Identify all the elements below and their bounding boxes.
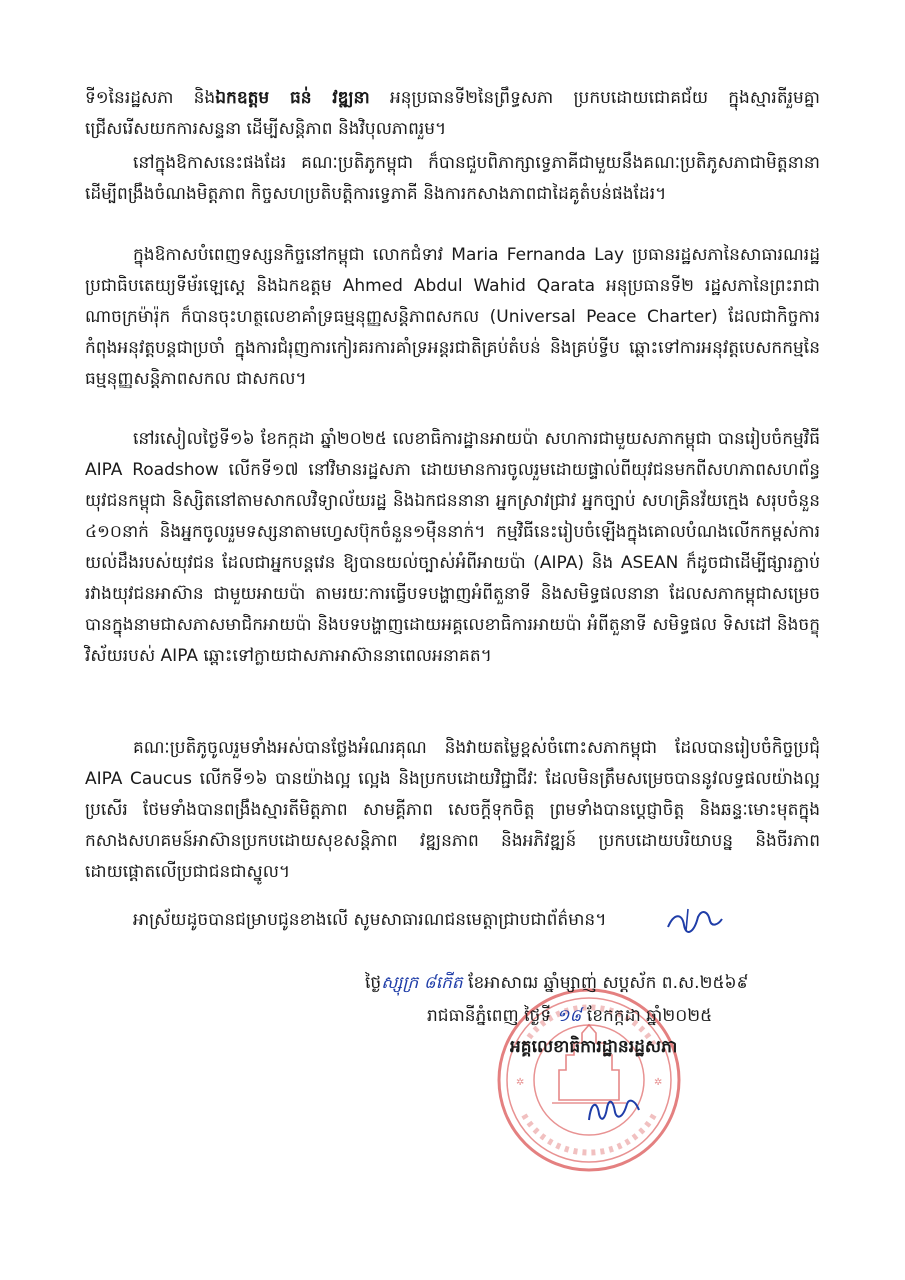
paragraph-4: នៅរសៀលថ្ងៃទី១៦ ខែកក្កដា ឆ្នាំ២០២៥ លេខាធិការដ្ឋានអាយប៉ា សហការជាមួយសភាកម្ពុជា បានរៀបចំកម្មវិធី AIPA Roadshow លើកទី១៧ នៅវិមានរដ្ឋសភា ដោយមានការចូលរួមដោយផ្ទាល់ពីយុវជនមកពីសហភាពសហព័ន្ធយុវជនកម្ពុជា និស្សិតនៅតាមសាកលវិទ្យាល័យរដ្ឋ និងឯកជននានា អ្នកស្រាវជ្រាវ អ្នកច្បាប់ សហគ្រិនវ័យក្មេង សរុបចំនួន ៤១០នាក់ និងអ្នកចូលរួមទស្សនាតាមហ្វេសប៊ុកចំនួន១ម៉ឺននាក់។ កម្មវិធីនេះរៀបចំឡើងក្នុងគោលបំណងលើកកម្ពស់ការយល់ដឹងរបស់យុវជន ដែលជាអ្នកបន្តវេន ឱ្យបានយល់ច្បាស់អំពីអាយប៉ា (AIPA) និង ASEAN ក៏ដូចជាដើម្បីផ្សារភ្ជាប់រវាងយុវជនអាស៊ាន ជាមួយអាយប៉ា តាមរយៈការធ្វើបទបង្ហាញអំពីតួនាទី និងសមិទ្ធផលនានា ដែលសភាកម្ពុជាសម្រេចបានក្នុងនាមជាសភាសមាជិកអាយប៉ា និងបទបង្ហាញដោយអគ្គលេខាធិការអាយប៉ា អំពីតួនាទី សមិទ្ធផល ទិសដៅ និងចក្ខុវិស័យរបស់ AIPA ឆ្ពោះទៅក្លាយជាសភាអាស៊ាននាពេលអនាគត។ — [85, 429, 820, 666]
place-date-line — [427, 1001, 712, 1031]
lunar-date-prefix: ថ្ងៃ — [365, 973, 382, 993]
paragraph-2: នៅក្នុងឱកាសនេះផងដែរ គណៈប្រតិភូកម្ពុជា ក៏បានជួបពិភាក្សាទ្វេភាគីជាមួយនឹងគណៈប្រតិភូសភាជាមិត្តនានា ដើម្បីពង្រឹងចំណងមិត្តភាព កិច្ចសហប្រតិបត្តិការទ្វេភាគី និងការកសាងភាពជាដៃគូតំបន់ផងដែរ។ — [85, 153, 820, 204]
paragraph-1 — [85, 83, 820, 145]
paragraph-6: អាស្រ័យដូចបានជម្រាបជូនខាងលើ សូមសាធារណជនមេត្តាជ្រាបជាព័ត៌មាន។ — [133, 910, 607, 930]
paragraph-1-text-after: អនុប្រធានទី២នៃព្រឹទ្ធសភា ប្រកបដោយជោគជ័យ ក្នុងស្មារតីរួមគ្នាជ្រើសរើសយកការសន្ទនា ដើម្បីសន្តិភាព និងវិបុលភាពរួម។ — [85, 88, 820, 139]
svg-text:✲: ✲ — [516, 1077, 525, 1088]
paragraph-1-bold-name: ឯកឧត្តម ធន់ វឌ្ឍនា — [215, 88, 370, 108]
place-date-suffix: ខែកក្កដា ឆ្នាំ២០២៥ — [581, 1006, 713, 1026]
paragraph-1-text-before: ទី១នៃរដ្ឋសភា និង — [85, 88, 216, 108]
lunar-date-suffix: ខែអាសាឍ ឆ្នាំម្សាញ់ សប្តស័ក ព.ស.២៥៦៩ — [462, 973, 749, 993]
place-date-prefix: រាជធានីភ្នំពេញ ថ្ងៃទី — [427, 1006, 557, 1026]
svg-text:✲: ✲ — [654, 1077, 663, 1088]
issuing-office: អគ្គលេខាធិការដ្ឋានរដ្ឋសភា — [510, 1037, 678, 1057]
paragraph-3: ក្នុងឱកាសបំពេញទស្សនកិច្ចនៅកម្ពុជា លោកជំទាវ Maria Fernanda Lay ប្រធានរដ្ឋសភានៃសាធារណរដ្ឋប្រជាធិបតេយ្យទីម័រឡេស្តេ និងឯកឧត្តម Ahmed Abdul Wahid Qarata អនុប្រធានទី២ រដ្ឋសភានៃព្រះរាជាណាចក្រម៉ារ៉ុក ក៏បានចុះហត្ថលេខាគាំទ្រធម្មនុញ្ញសន្តិភាពសកល (Universal Peace Charter) ដែលជាកិច្ចការកំពុងអនុវត្តបន្តជាប្រចាំ ក្នុងការជំរុញការកៀរគរការគាំទ្រអន្តរជាតិគ្រប់តំបន់ និងគ្រប់ទ្វីប ឆ្ពោះទៅការអនុវត្តបេសកកម្មនៃធម្មនុញ្ញសន្តិភាពសកល ជាសកល។ — [85, 245, 820, 389]
initials-ink-icon — [664, 905, 724, 935]
lunar-date-handwritten: ស្សុក្រ ៨កើត — [381, 973, 463, 993]
paragraph-5: គណៈប្រតិភូចូលរួមទាំងអស់បានថ្លែងអំណរគុណ និងវាយតម្លៃខ្ពស់ចំពោះសភាកម្ពុជា ដែលបានរៀបចំកិច្ចប្រជុំ AIPA Caucus លើកទី១៦ បានយ៉ាងល្អ ល្អេង និងប្រកបដោយវិជ្ជាជីវៈ ដែលមិនត្រឹមសម្រេចបាននូវលទ្ធផលយ៉ាងល្អប្រសើរ ថែមទាំងបានពង្រឹងស្មារតីមិត្តភាព សាមគ្គីភាព សេចក្តីទុកចិត្ត ព្រមទាំងបានប្តេជ្ញាចិត្ត និងឆន្ទៈមោះមុតក្នុងកសាងសហគមន៍អាស៊ានប្រកបដោយសុខសន្តិភាព វឌ្ឍនភាព និងអភិវឌ្ឍន៍ ប្រកបដោយបរិយាបន្ន និងចីរភាព ដោយផ្តោតលើប្រជាជនជាស្នូល។ — [85, 738, 820, 882]
signature-icon — [583, 1090, 643, 1130]
place-date-handwritten: ១៨ — [556, 1006, 582, 1026]
lunar-date-line — [365, 968, 749, 998]
